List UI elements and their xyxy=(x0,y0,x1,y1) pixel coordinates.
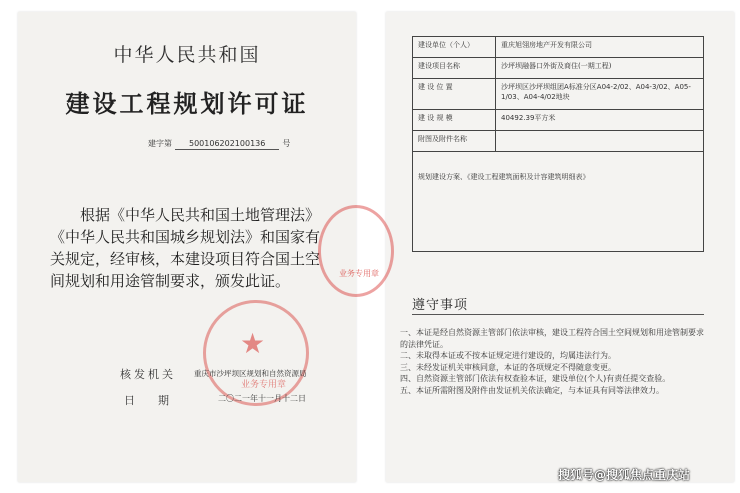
row-value: 40492.39平方米 xyxy=(496,110,704,131)
list-item: 二、未取得本证或不按本证规定进行建设的，均属违法行为。 xyxy=(400,351,616,360)
notice-list xyxy=(400,327,705,396)
table-row xyxy=(413,131,704,152)
row-label: 建设单位（个人） xyxy=(413,37,496,58)
row-label: 建 设 规 模 xyxy=(413,110,496,131)
issuer-label: 核发机关 xyxy=(120,368,176,381)
country-name: 中华人民共和国 xyxy=(113,44,261,66)
certificate-number xyxy=(148,138,290,150)
table-row xyxy=(413,37,704,58)
number-value: 500106202100136 xyxy=(175,139,279,150)
date-value: 二〇二一年十一月十二日 xyxy=(218,394,306,403)
list-item: 四、自然资源主管部门依法有权查验本证，建设单位(个人)有责任提交查验。 xyxy=(400,374,671,383)
row-label: 建设项目名称 xyxy=(413,58,496,79)
row-value xyxy=(496,131,704,152)
list-item: 三、未经发证机关审核同意，本证的各项规定不得随意变更。 xyxy=(400,362,616,372)
notice-title: 遵守事项 xyxy=(412,298,469,313)
list-item: 五、本证所需附图及附件由发证机关依法确定，与本证具有同等法律效力。 xyxy=(400,385,664,395)
certificate-body: 根据《中华人民共和国土地管理法》《中华人民共和国城乡规划法》和国家有关规定，经审核，本建设项目符合国土空间规划和用途管制要求，颁发此证。 xyxy=(50,206,321,290)
project-info-table xyxy=(412,36,704,252)
date-label xyxy=(124,392,169,408)
date-label-2: 期 xyxy=(158,394,169,407)
certificate-title: 建设工程规划许可证 xyxy=(65,89,309,118)
watermark: 搜狐号@搜狐焦点重庆站 xyxy=(558,468,691,482)
attachments-value: 规划建设方案、《建设工程建筑面积及计容建筑明细表》 xyxy=(413,152,704,252)
edge-seal xyxy=(318,205,394,297)
official-seal xyxy=(203,300,309,406)
notice-divider xyxy=(412,314,704,315)
table-row xyxy=(413,152,704,252)
row-value: 沙坪坝融器口外街及商住(一期工程) xyxy=(496,58,704,79)
row-label: 建 设 位 置 xyxy=(413,79,496,110)
date-label-1: 日 xyxy=(124,394,135,407)
list-item: 一、本证是经自然资源主管部门依法审核，建设工程符合国土空间规划和用途管制要求的法律凭证。 xyxy=(400,328,704,349)
table-row xyxy=(413,110,704,131)
row-value: 重庆旭翎房地产开发有限公司 xyxy=(496,37,704,58)
issuer-value: 重庆市沙坪坝区规划和自然资源局 xyxy=(194,369,307,378)
seal-star-icon: ★ xyxy=(240,327,266,360)
row-label: 附图及附件名称 xyxy=(413,131,496,152)
number-prefix: 建字第 xyxy=(148,139,172,148)
number-suffix: 号 xyxy=(282,139,291,148)
seal-text: 业务专用章 xyxy=(241,380,287,390)
table-row xyxy=(413,79,704,110)
row-value: 沙坪坝区沙坪坝组团A标准分区A04-2/02、A04-3/02、A05-1/03、A04-4/02地块 xyxy=(496,79,704,110)
edge-seal-text: 业务专用章 xyxy=(339,269,379,278)
table-row xyxy=(413,58,704,79)
